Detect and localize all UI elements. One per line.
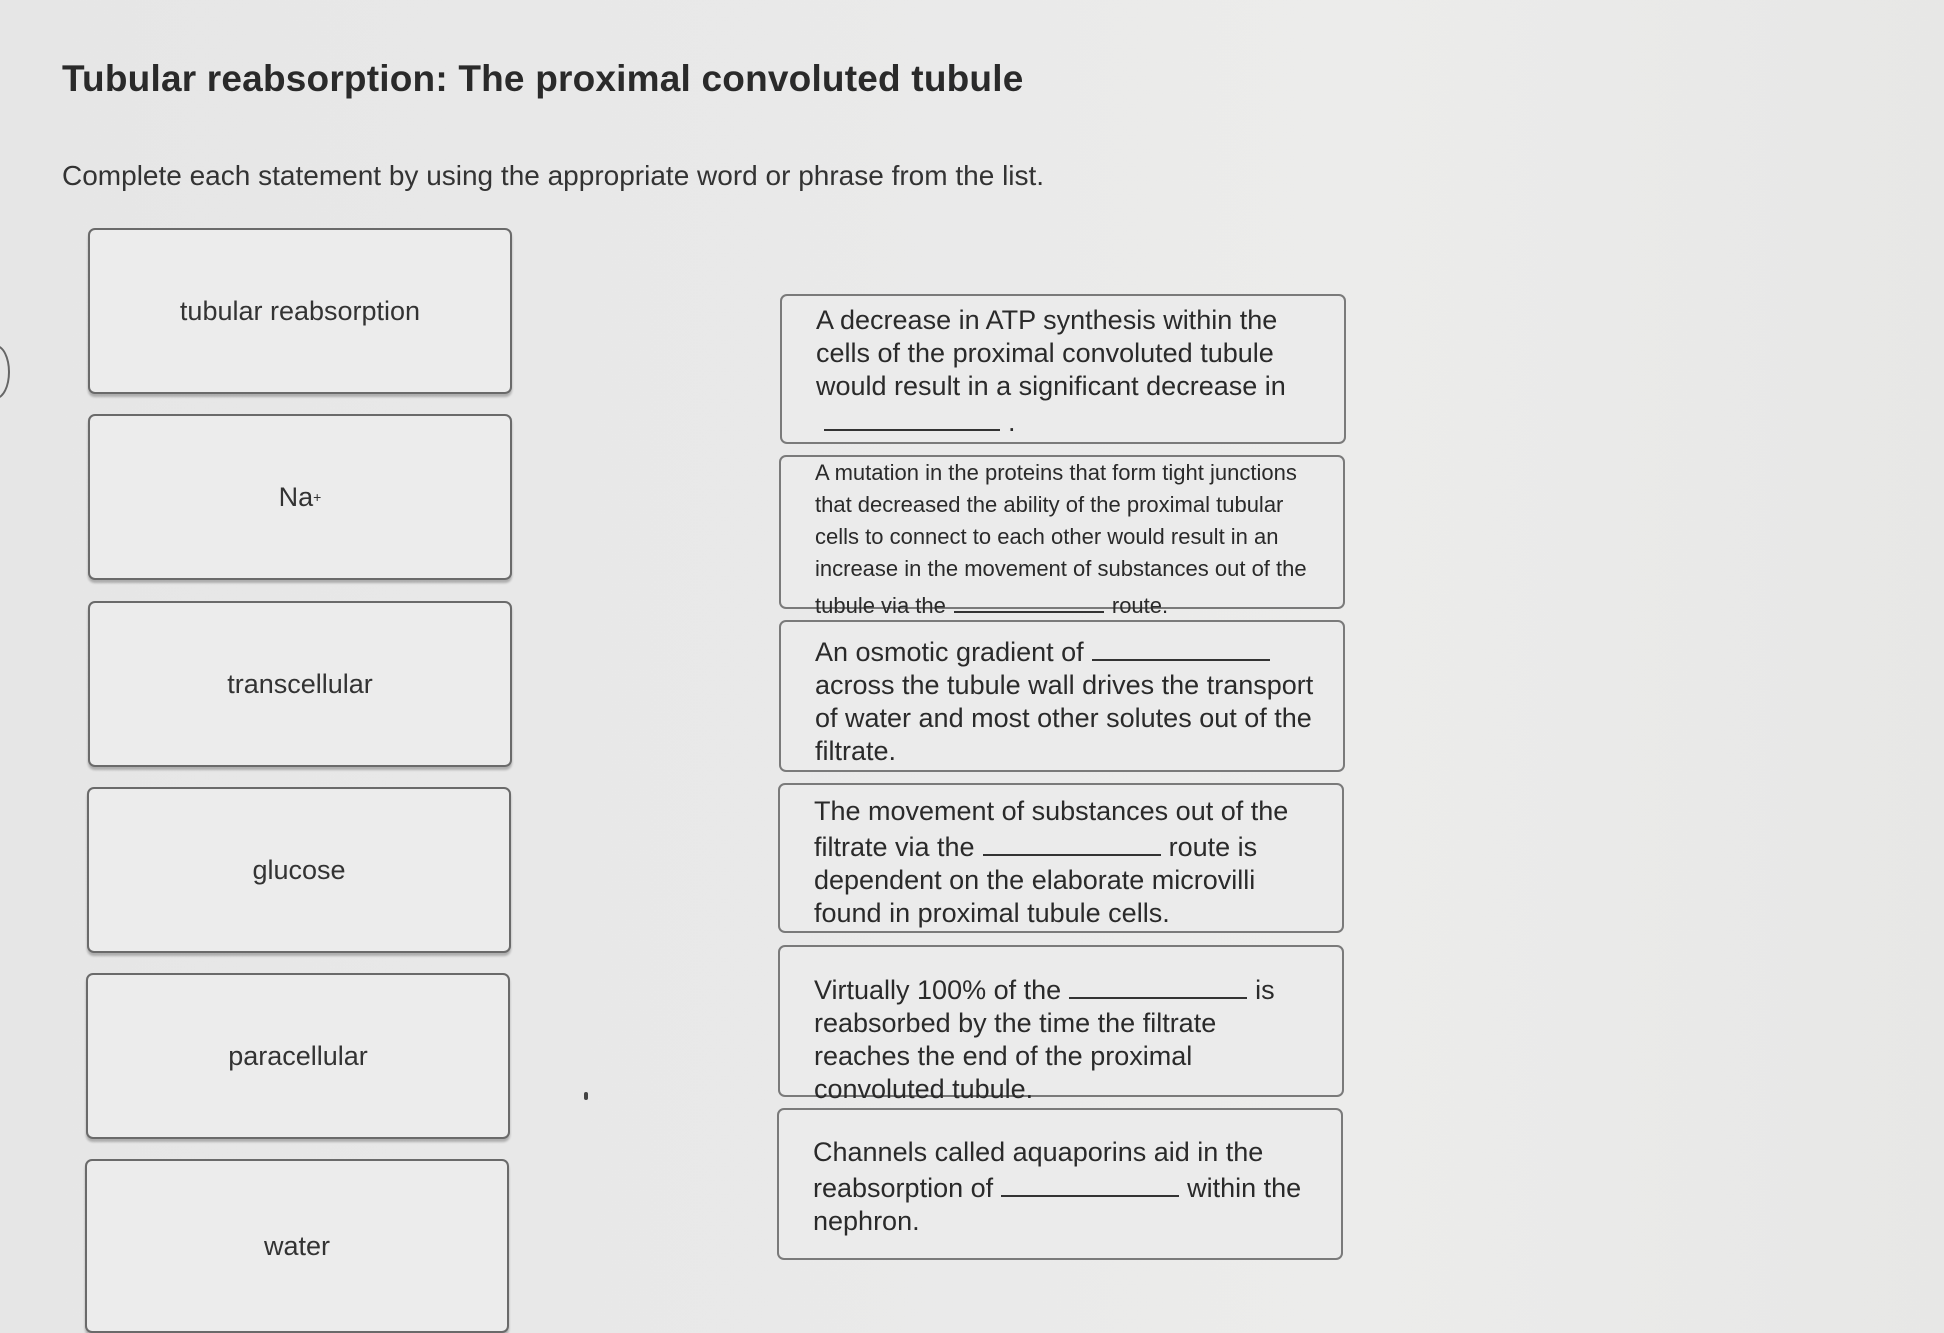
instructions-text: Complete each statement by using the appropriate word or phrase from the list.: [62, 160, 1045, 191]
screen-speck: [584, 1092, 588, 1100]
word-card-water[interactable]: [85, 1159, 509, 1333]
statement-text-after: across the tubule wall drives the transport of water and most other solutes out of the filtrate.: [815, 670, 1314, 766]
statement-2[interactable]: [779, 455, 1345, 618]
word-card-superscript: +: [313, 489, 322, 505]
statement-4[interactable]: [778, 783, 1344, 933]
statement-text-before: A mutation in the proteins that form tight junctions that decreased the ability of the proximal tubular cells to connect to each other would result in an increase in the movement of substances out of the tubule via the: [815, 460, 1307, 618]
answer-drop-zone[interactable]: [824, 403, 1000, 431]
statement-3[interactable]: [779, 620, 1345, 772]
word-card-label: tubular reabsorption: [179, 295, 421, 326]
statement-6[interactable]: [777, 1108, 1343, 1260]
answer-drop-zone[interactable]: [983, 828, 1161, 856]
word-card-na[interactable]: [88, 414, 512, 580]
word-card-label: water: [263, 1230, 331, 1261]
statement-1[interactable]: [780, 294, 1346, 444]
word-card-paracellular[interactable]: [86, 973, 510, 1139]
word-card-label: transcellular: [227, 668, 373, 699]
statement-text-before: An osmotic gradient of: [815, 637, 1084, 667]
word-card-label: Na: [278, 481, 314, 512]
statement-text-after: .: [1008, 407, 1016, 437]
page-title: Tubular reabsorption: The proximal convoluted tubule: [62, 58, 1024, 99]
word-card-glucose[interactable]: [87, 787, 511, 953]
statement-text-after: within the nephron.: [813, 1173, 1302, 1236]
statement-text-before: The movement of substances out of the filtrate via the: [814, 796, 1289, 862]
answer-drop-zone[interactable]: [1001, 1169, 1179, 1197]
word-card-tubular-reabsorption[interactable]: [88, 228, 512, 394]
word-card-label: paracellular: [228, 1040, 368, 1071]
statement-text-after: is reabsorbed by the time the filtrate reaches the end of the proximal convoluted tubule.: [814, 975, 1275, 1104]
statement-text-after: route is dependent on the elaborate microvilli found in proximal tubule cells.: [814, 832, 1258, 928]
statement-text-before: Channels called aquaporins aid in the reabsorption of: [813, 1137, 1264, 1203]
answer-drop-zone[interactable]: [1092, 633, 1270, 661]
statement-text-after: route.: [1111, 593, 1169, 618]
word-card-label: glucose: [252, 854, 346, 885]
statement-text-before: Virtually 100% of the: [814, 975, 1062, 1005]
statement-5[interactable]: [778, 945, 1344, 1104]
statement-text-before: A decrease in ATP synthesis within the cells of the proximal convoluted tubule would result in a significant decrease in: [816, 305, 1286, 401]
collapsed-panel-edge[interactable]: [0, 345, 10, 399]
answer-drop-zone[interactable]: [954, 585, 1104, 613]
word-card-transcellular[interactable]: [88, 601, 512, 767]
answer-drop-zone[interactable]: [1069, 971, 1247, 999]
